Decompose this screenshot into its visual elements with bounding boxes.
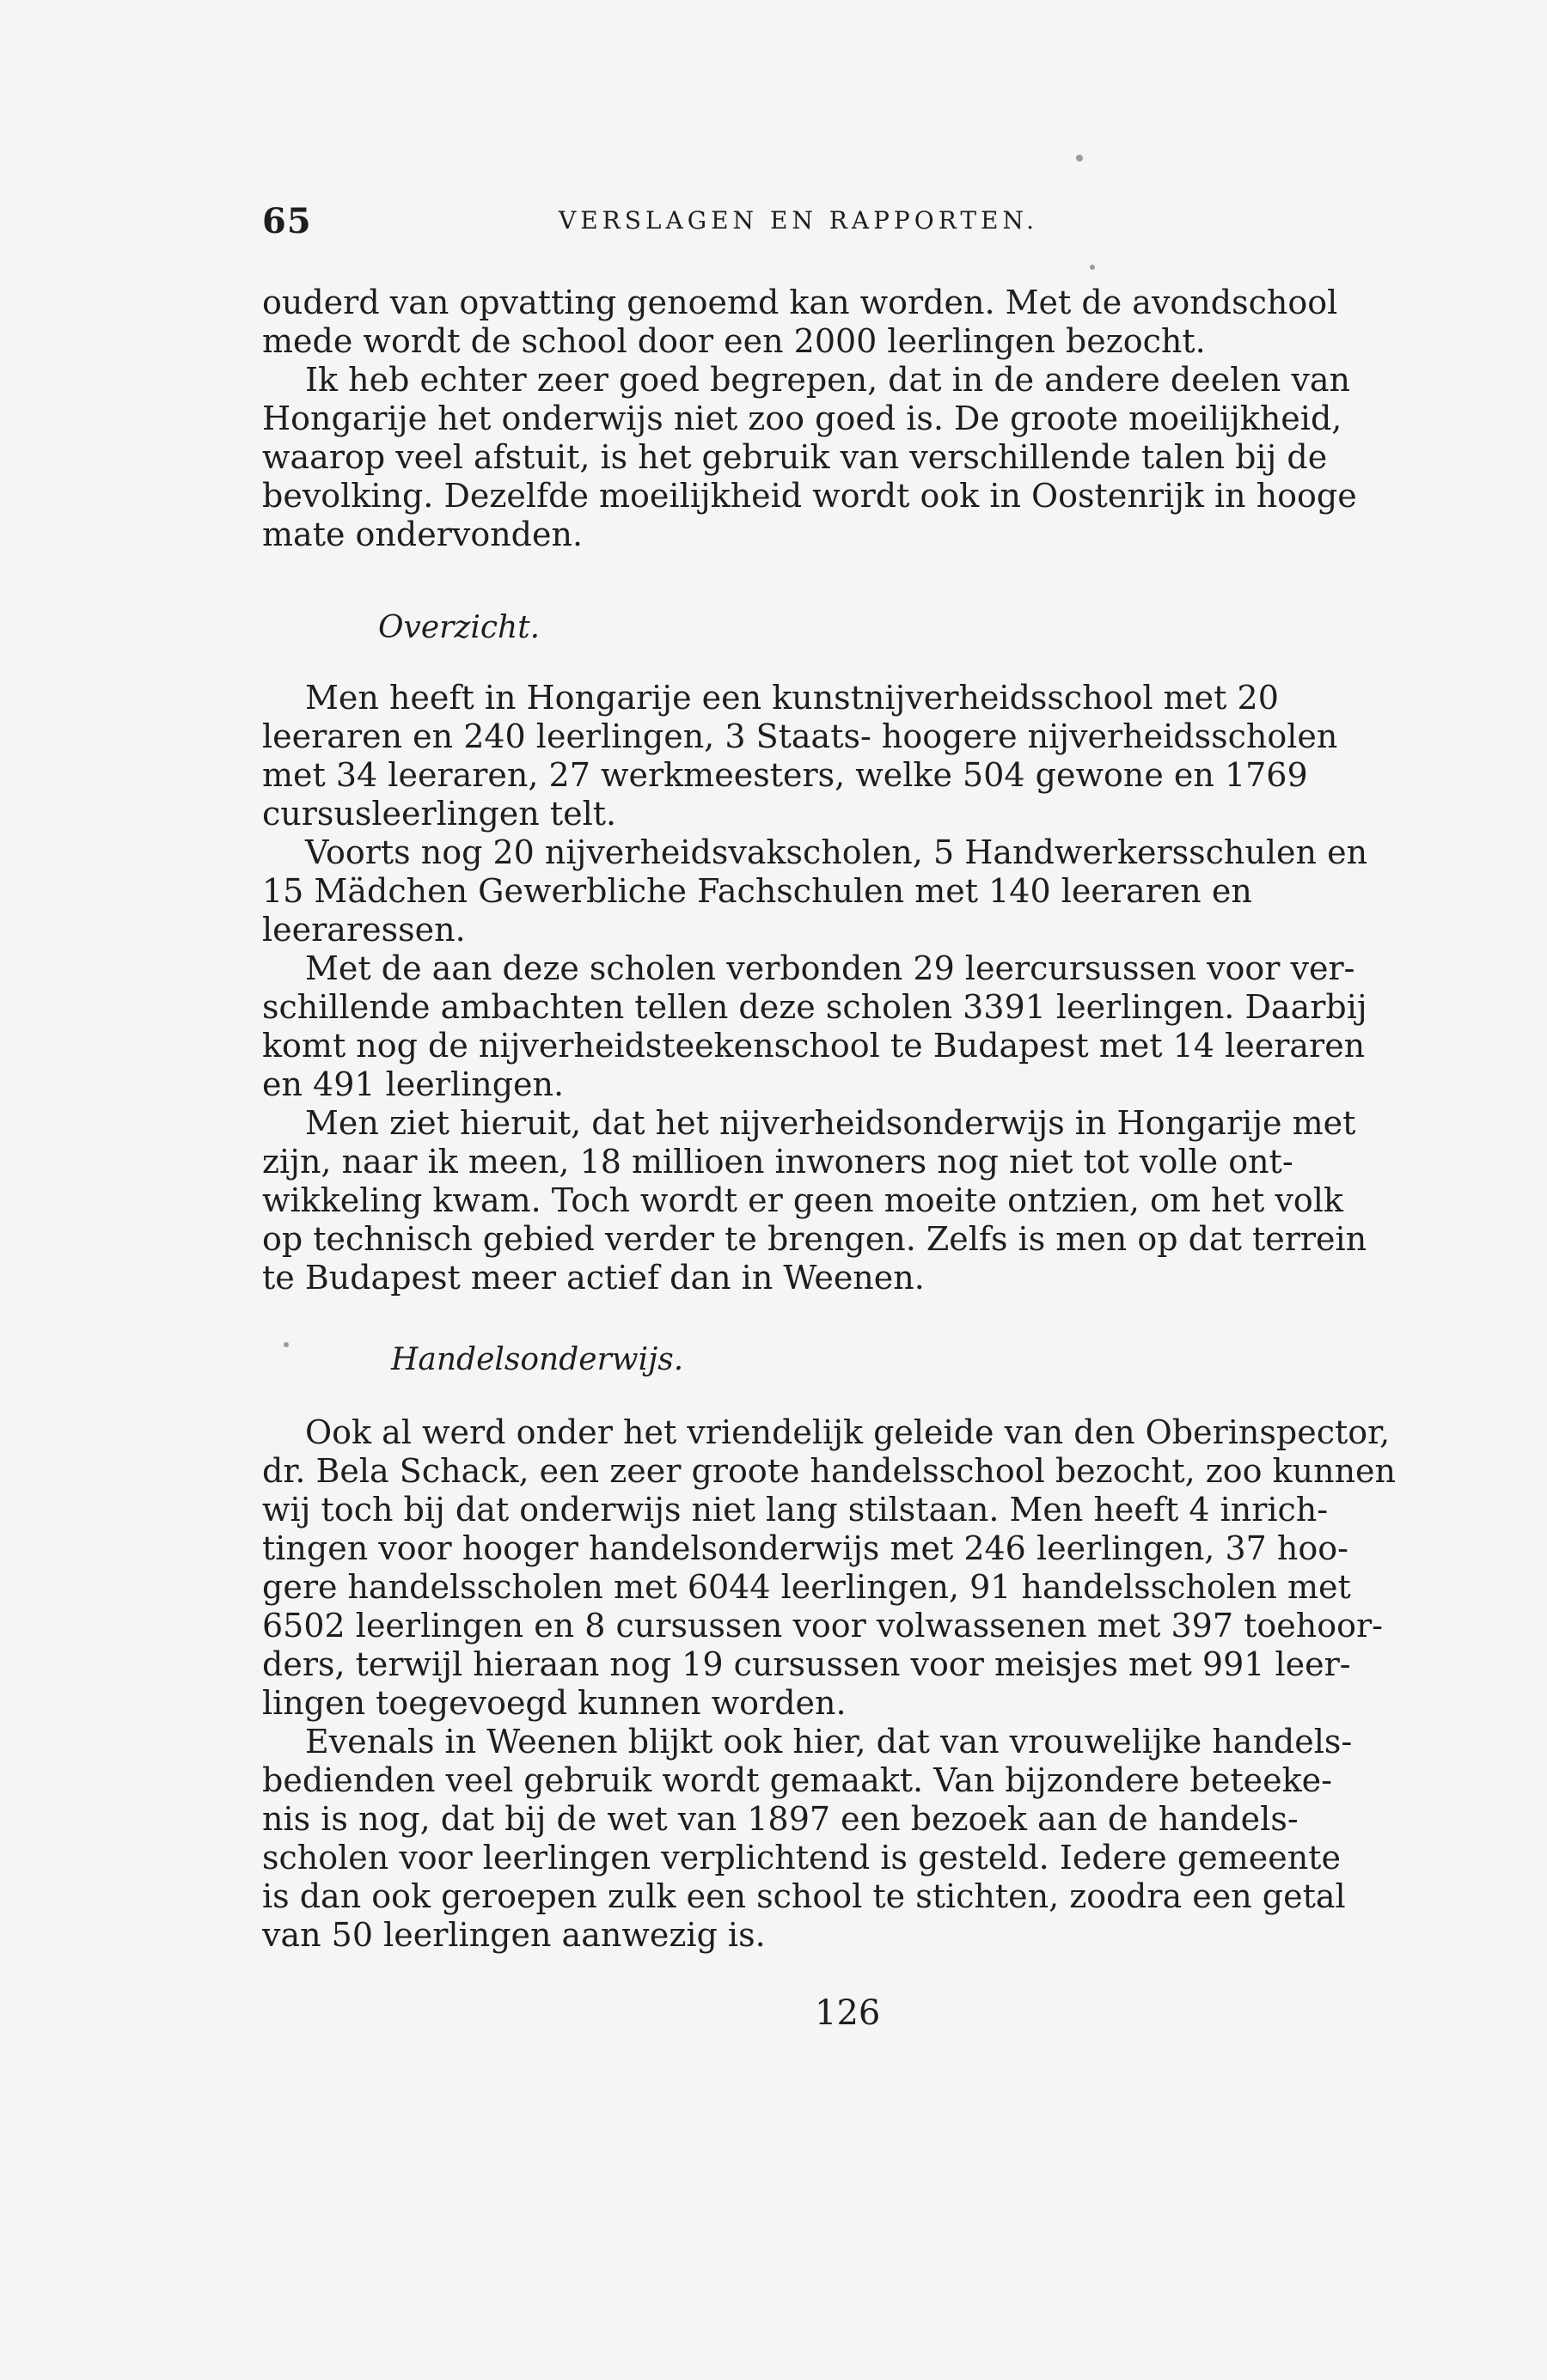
text-line: waarop veel afstuit, is het gebruik van verschillende talen bij de [262,438,1328,476]
text-line: Men ziet hieruit, dat het nijverheidsonderwijs in Hongarije met [305,1104,1356,1142]
paragraph-block-2 [262,679,1401,1297]
text-line: Evenals in Weenen blijkt ook hier, dat van vrouwelijke handels- [305,1723,1353,1761]
text-line: gere handelsscholen met 6044 leerlingen, 91 handelsscholen met [262,1568,1351,1606]
ink-speck [1076,155,1083,162]
text-line: tingen voor hooger handelsonderwijs met 246 leerlingen, 37 hoo- [262,1529,1348,1567]
text-line: wij toch bij dat onderwijs niet lang stilstaan. Men heeft 4 inrich- [262,1491,1329,1529]
text-line: op technisch gebied verder te brengen. Zelfs is men op dat terrein [262,1220,1367,1258]
folio-number: 126 [815,1993,881,2033]
page-number: 65 [262,201,312,241]
text-line: ouderd van opvatting genoemd kan worden. Met de avondschool [262,284,1338,321]
text-line: Ik heb echter zeer goed begrepen, dat in de andere deelen van [305,361,1350,399]
text-line: Voorts nog 20 nijverheidsvakscholen, 5 Handwerkersschulen en [305,833,1368,871]
text-line: 15 Mädchen Gewerbliche Fachschulen met 140 leeraren en [262,872,1252,910]
ink-speck [284,1342,289,1347]
text-line: Men heeft in Hongarije een kunstnijverheidsschool met 20 [305,679,1279,717]
text-line: leeraren en 240 leerlingen, 3 Staats- hoogere nijverheidsscholen [262,717,1338,755]
text-line: zijn, naar ik meen, 18 millioen inwoners nog niet tot volle ont- [262,1143,1293,1181]
text-line: nis is nog, dat bij de wet van 1897 een bezoek aan de handels- [262,1800,1299,1838]
text-line: lingen toegevoegd kunnen worden. [262,1684,847,1722]
text-line: wikkeling kwam. Toch wordt er geen moeite ontzien, om het volk [262,1181,1343,1219]
paragraph-block-1 [262,284,1401,554]
text-line: 6502 leerlingen en 8 cursussen voor volwassenen met 397 toehoor- [262,1607,1383,1645]
text-line: scholen voor leerlingen verplichtend is gesteld. Iedere gemeente [262,1839,1341,1877]
text-line: Ook al werd onder het vriendelijk geleide van den Oberinspector, [305,1413,1391,1451]
text-line: en 491 leerlingen. [262,1065,565,1103]
text-line: bedienden veel gebruik wordt gemaakt. Van bijzondere beteeke- [262,1761,1332,1799]
text-line: bevolking. Dezelfde moeilijkheid wordt ook in Oostenrijk in hooge [262,477,1357,515]
running-title: VERSLAGEN EN RAPPORTEN. [559,206,1039,235]
paragraph-block-3 [262,1413,1401,1955]
text-line: te Budapest meer actief dan in Weenen. [262,1259,925,1297]
text-line: cursusleerlingen telt. [262,795,617,833]
text-line: komt nog de nijverheidsteekenschool te Budapest met 14 leeraren [262,1027,1366,1065]
text-line: mate ondervonden. [262,516,584,553]
text-line: dr. Bela Schack, een zeer groote handelsschool bezocht, zoo kunnen [262,1452,1397,1490]
text-line: mede wordt de school door een 2000 leerlingen bezocht. [262,322,1206,360]
text-line: schillende ambachten tellen deze scholen 3391 leerlingen. Daarbij [262,988,1367,1026]
text-line: met 34 leeraren, 27 werkmeesters, welke 504 gewone en 1769 [262,756,1308,794]
text-line: van 50 leerlingen aanwezig is. [262,1916,766,1954]
text-line: ders, terwijl hieraan nog 19 cursussen voor meisjes met 991 leer- [262,1645,1351,1683]
section-heading-handelsonderwijs: Handelsonderwijs. [391,1342,684,1377]
ink-speck [1090,265,1095,270]
text-line: is dan ook geroepen zulk een school te stichten, zoodra een getal [262,1877,1346,1915]
section-heading-overzicht: Overzicht. [378,610,541,645]
text-line: Met de aan deze scholen verbonden 29 leercursussen voor ver- [305,949,1355,987]
text-line: Hongarije het onderwijs niet zoo goed is. De groote moeilijkheid, [262,400,1342,437]
text-line: leeraressen. [262,911,466,949]
running-head [262,201,1362,244]
